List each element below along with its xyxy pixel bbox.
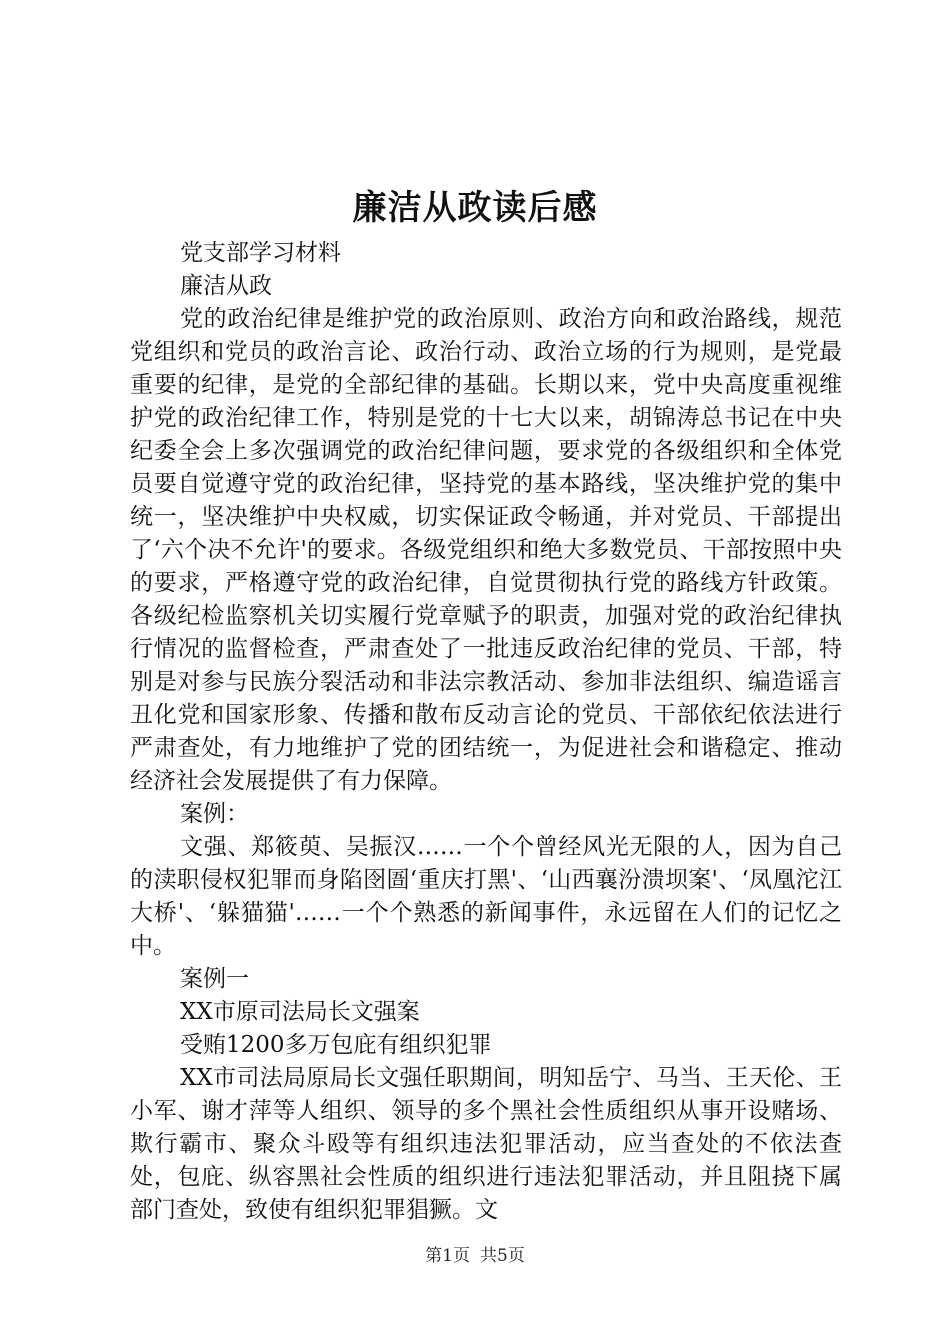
paragraph-case-one-label: 案例一 [180,966,249,992]
paragraph-heading-integrity: 廉洁从政 [180,273,272,299]
document-body [130,237,842,1227]
page-number: 第1页 [425,1246,470,1266]
paragraph-case-one-subtitle: 受贿1200多万包庇有组织犯罪 [180,1032,492,1058]
page-total: 共5页 [480,1246,525,1266]
paragraph-cases-label: 案例： [180,801,249,827]
page-footer [0,1244,950,1268]
paragraph-political-discipline: 党的政治纪律是维护党的政治原则、政治方向和政治路线，规范党组织和党员的政治言论、政治行动、政治立场的行为规则，是党最重要的纪律，是党的全部纪律的基础。长期以来，党中央高度重视维护党的政治纪律工作，特别是党的十七大以来，胡锦涛总书记在中央纪委全会上多次强调党的政治纪律问题，要求党的各级组织和全体党员要自觉遵守党的政治纪律，坚持党的基本路线，坚决维护党的集中统一，坚决维护中央权威，切实保证政令畅通，并对党员、干部提出了‘六个决不允许'的要求。各级党组织和绝大多数党员、干部按照中央的要求，严格遵守党的政治纪律，自觉贯彻执行党的路线方针政策。各级纪检监察机关切实履行党章赋予的职责，加强对党的政治纪律执行情况的监督检查，严肃查处了一批违反政治纪律的党员、干部，特别是对参与民族分裂活动和非法宗教活动、参加非法组织、编造谣言丑化党和国家形象、传播和散布反动言论的党员、干部依纪依法进行严肃查处，有力地维护了党的团结统一，为促进社会和谐稳定、推动经济社会发展提供了有力保障。 [130,306,842,794]
paragraph-case-one-title: XX市原司法局长文强案 [180,999,420,1025]
paragraph-case-one-detail: XX市司法局原局长文强任职期间，明知岳宁、马当、王天伦、王小军、谢才萍等人组织、领导的多个黑社会性质组织从事开设赌场、欺行霸市、聚众斗殴等有组织违法犯罪活动，应当查处的不依法查处，包庇、纵容黑社会性质的组织进行违法犯罪活动，并且阻挠下属部门查处，致使有组织犯罪猖獗。文 [130,1065,842,1223]
paragraph-cases-intro: 文强、郑筱萸、吴振汉……一个个曾经风光无限的人，因为自己的渎职侵权犯罪而身陷囹圄‘重庆打黑'、‘山西襄汾溃坝案'、‘凤凰沱江大桥'、‘躲猫猫'……一个个熟悉的新闻事件，永远留在人们的记忆之中。 [130,834,842,959]
document-title: 廉洁从政读后感 [352,188,598,228]
paragraph-heading-study-material: 党支部学习材料 [180,240,341,266]
